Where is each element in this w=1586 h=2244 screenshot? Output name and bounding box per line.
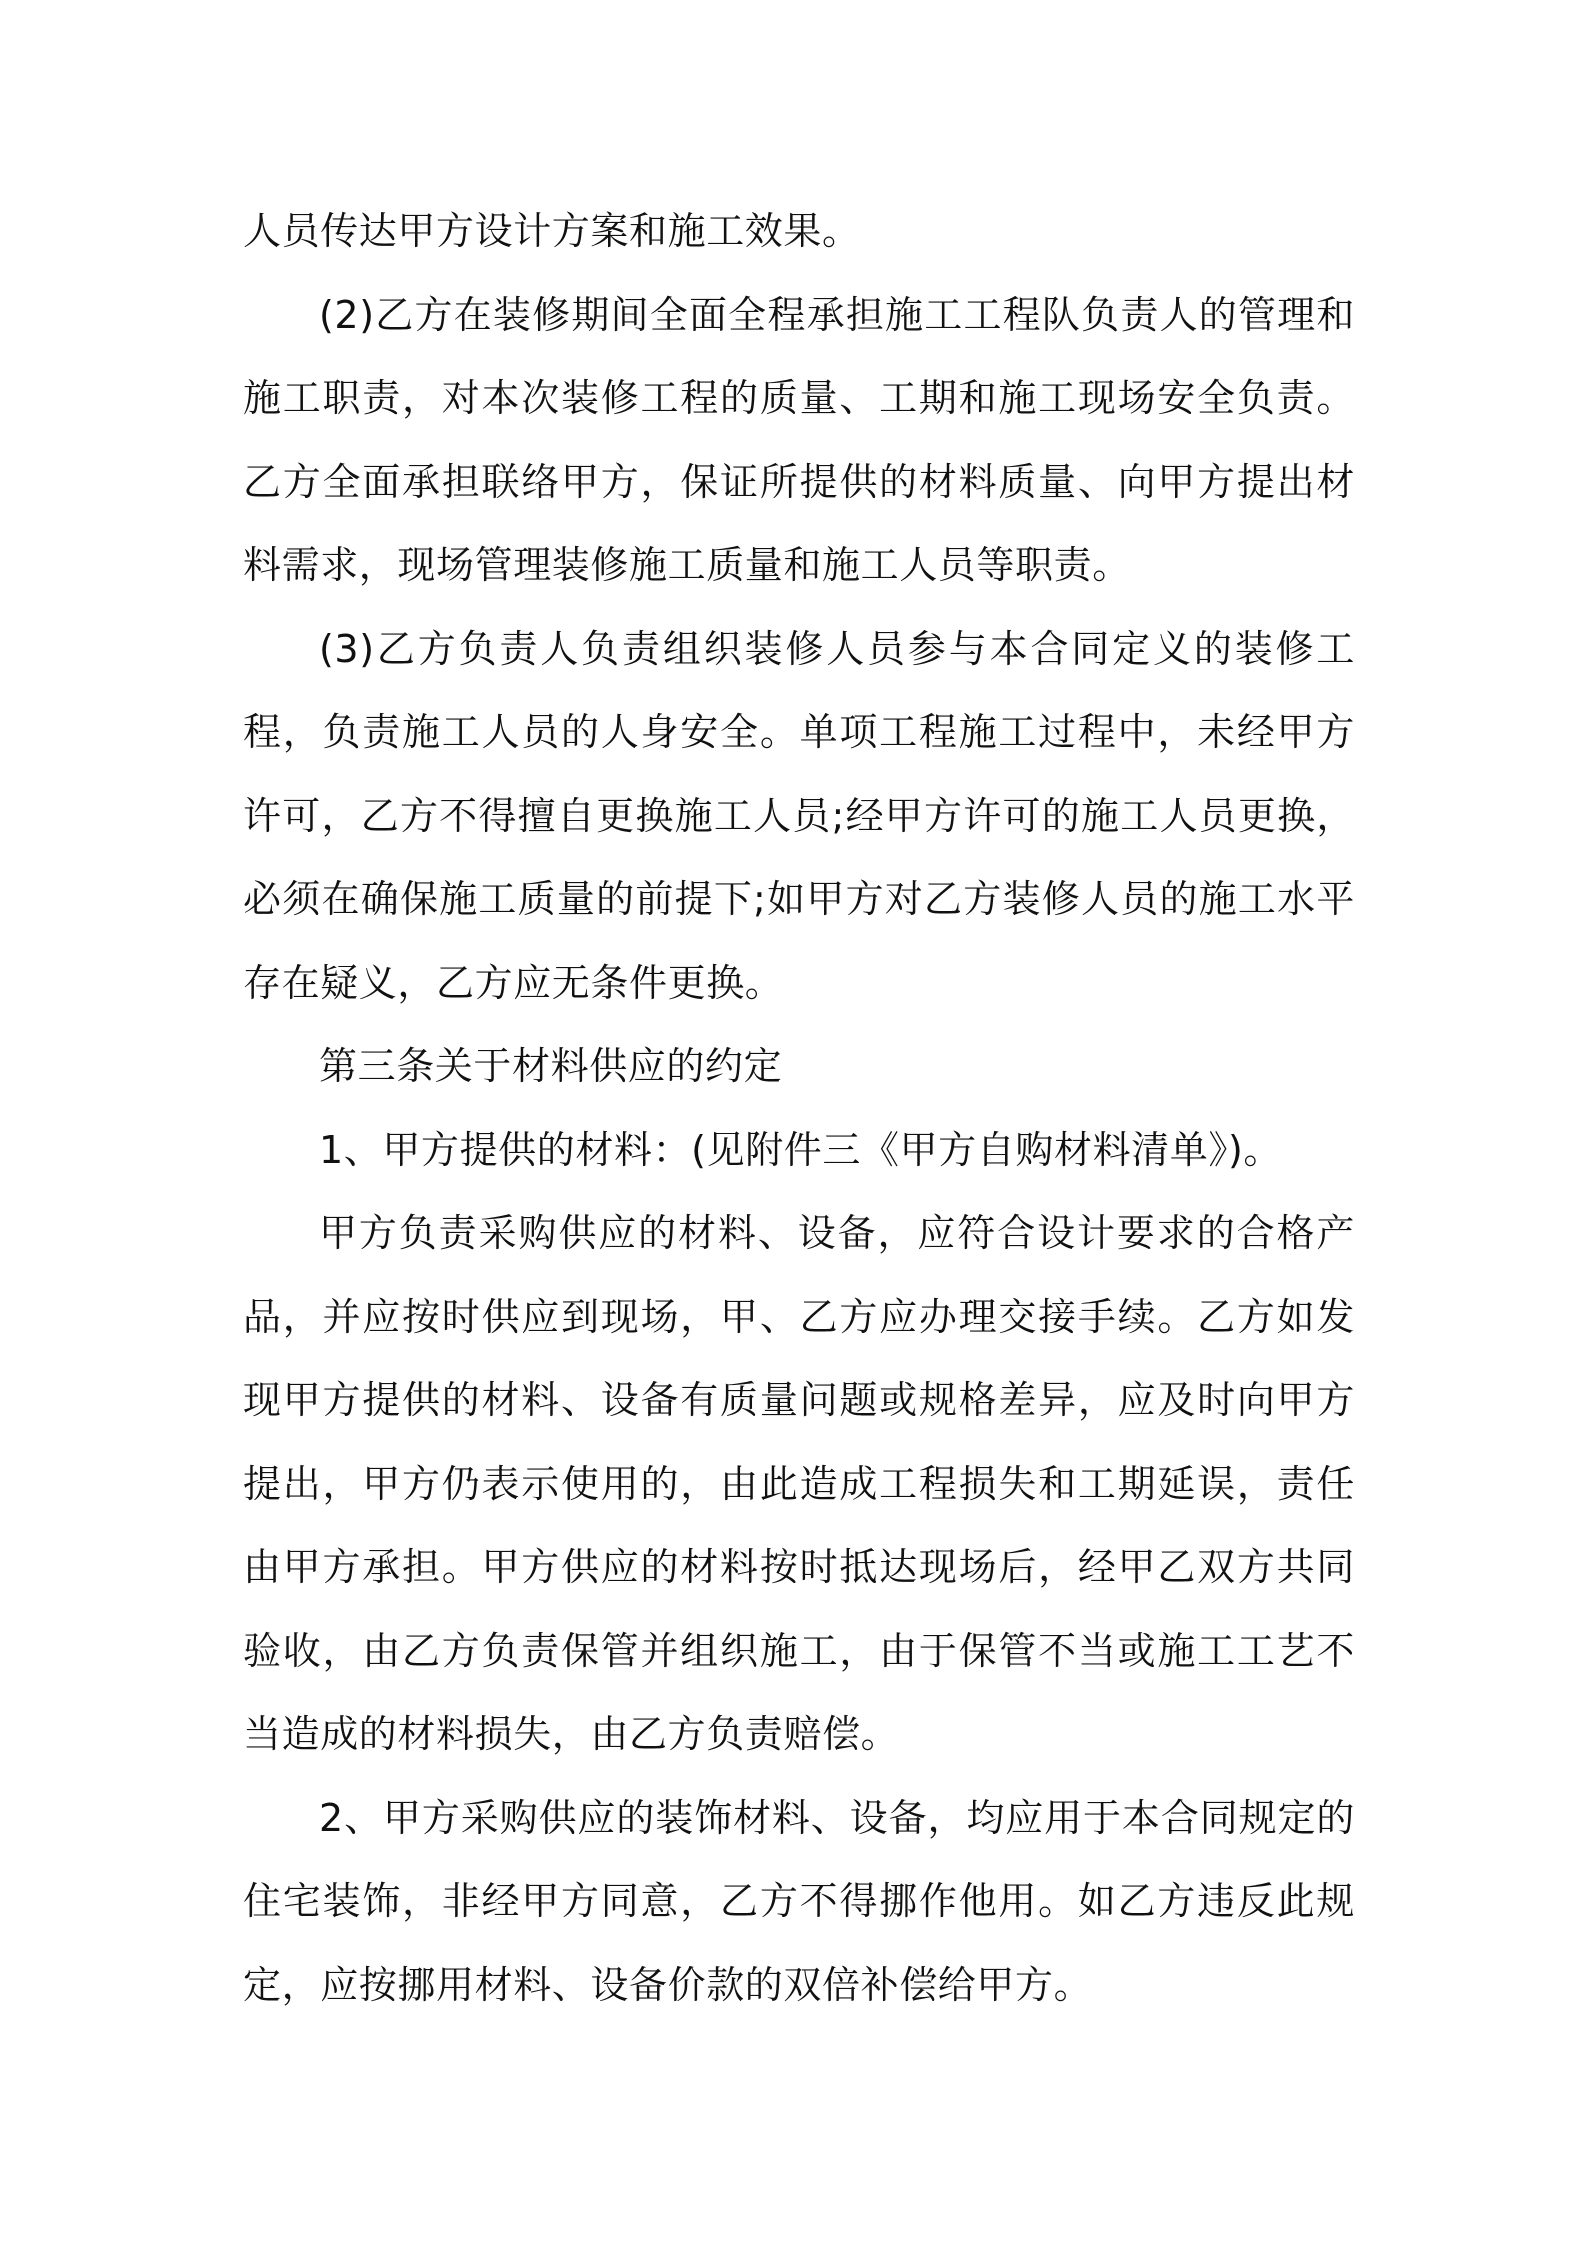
paragraph-clause-2: (2)乙方在装修期间全面全程承担施工工程队负责人的管理和施工职责，对本次装修工程的质量、工期和施工现场安全负责。乙方全面承担联络甲方，保证所提供的材料质量、向甲方提出材料需求，现场管理装修施工质量和施工人员等职责。 xyxy=(243,292,1355,587)
paragraph-item-2: 2、甲方采购供应的装饰材料、设备，均应用于本合同规定的住宅装饰，非经甲方同意，乙方不得挪作他用。如乙方违反此规定，应按挪用材料、设备价款的双倍补偿给甲方。 xyxy=(243,1795,1355,2007)
paragraph-item-1: 1、甲方提供的材料：(见附件三《甲方自购材料清单》)。 xyxy=(319,1127,1283,1172)
paragraph-clause-3: (3)乙方负责人负责组织装修人员参与本合同定义的装修工程，负责施工人员的人身安全。单项工程施工过程中，未经甲方许可，乙方不得擅自更换施工人员;经甲方许可的施工人员更换，必须在确保施工质量的前提下;如甲方对乙方装修人员的施工水平存在疑义，乙方应无条件更换。 xyxy=(243,626,1355,1005)
paragraph-party-a-supply: 甲方负责采购供应的材料、设备，应符合设计要求的合格产品，并应按时供应到现场，甲、乙方应办理交接手续。乙方如发现甲方提供的材料、设备有质量问题或规格差异，应及时向甲方提出，甲方仍表示使用的，由此造成工程损失和工期延误，责任由甲方承担。甲方供应的材料按时抵达现场后，经甲乙双方共同验收，由乙方负责保管并组织施工，由于保管不当或施工工艺不当造成的材料损失，由乙方负责赔偿。 xyxy=(243,1211,1355,1756)
paragraph-continuation: 人员传达甲方设计方案和施工效果。 xyxy=(243,209,861,253)
section-heading-article-3: 第三条关于材料供应的约定 xyxy=(319,1044,783,1088)
document-body xyxy=(243,190,1355,2027)
